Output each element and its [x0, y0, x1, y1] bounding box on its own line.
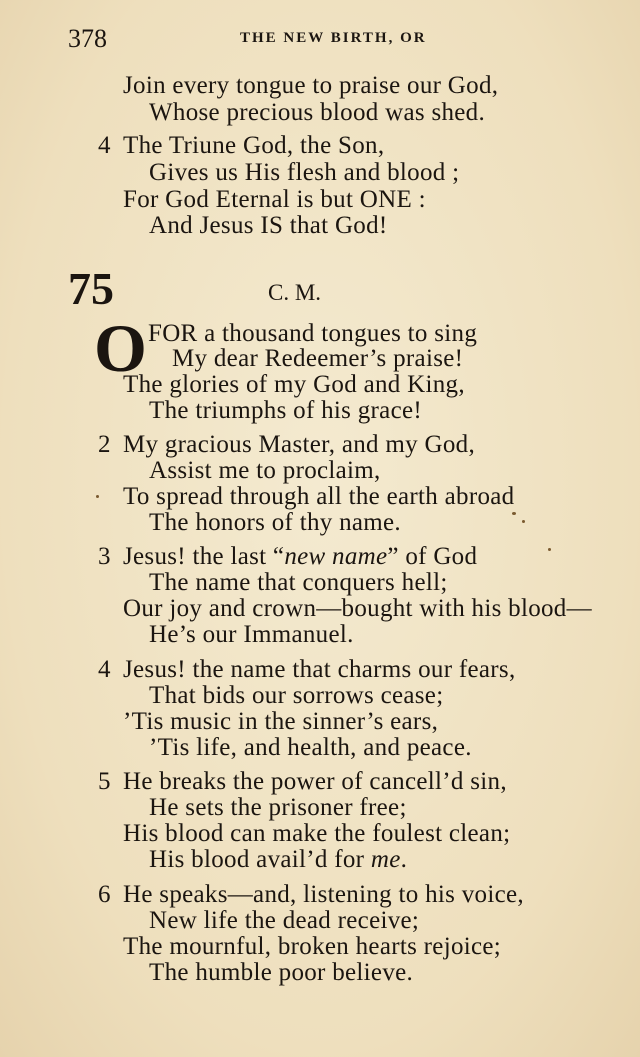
verse5-italic-end: me	[370, 846, 401, 873]
verse6-line-1: He speaks—and, listening to his voice,	[123, 881, 524, 908]
verse4-line-1: Jesus! the name that charms our fears,	[123, 656, 516, 683]
verse2-line-1: My gracious Master, and my God,	[123, 431, 475, 458]
prev-verse-line-1: The Triune God, the Son,	[123, 132, 385, 159]
verse1-line-4: The triumphs of his grace!	[149, 397, 422, 424]
verse4-line-4: ’Tis life, and health, and peace.	[149, 734, 472, 761]
verse6-line-4: The humble poor believe.	[149, 959, 414, 986]
verse3-line-1	[123, 543, 477, 571]
verse3-line-1-end: ” of God	[387, 543, 478, 570]
verse2-line-3: To spread through all the earth abroad	[123, 483, 515, 510]
verse5-line-4-start: His blood avail’d for	[149, 846, 371, 873]
prev-verse-number: 4	[98, 132, 111, 159]
verse4-line-3: ’Tis music in the sinner’s ears,	[123, 708, 439, 735]
verse2-line-2: Assist me to proclaim,	[149, 457, 381, 484]
prev-line-1: Join every tongue to praise our God,	[123, 72, 499, 99]
verse4-number: 4	[98, 656, 111, 683]
verse5-line-1: He breaks the power of cancell’d sin,	[123, 768, 507, 795]
verse3-line-1-start: Jesus! the last “	[123, 543, 285, 570]
verse5-line-3: His blood can make the foulest clean;	[123, 820, 511, 847]
verse2-number: 2	[98, 431, 111, 458]
verse3-line-3: Our joy and crown—bought with his blood—	[123, 595, 592, 622]
verse6-line-3: The mournful, broken hearts rejoice;	[123, 933, 502, 960]
verse3-italic-phrase: new name	[284, 543, 388, 570]
prev-verse-line-2: Gives us His flesh and blood ;	[149, 159, 460, 186]
verse3-line-2: The name that conquers hell;	[149, 569, 448, 596]
prev-verse-line-3: For God Eternal is but ONE :	[123, 186, 426, 213]
verse1-line-2: My dear Redeemer’s praise!	[172, 345, 464, 372]
verse5-end-punct: .	[400, 846, 408, 873]
verse5-line-4	[149, 846, 407, 874]
verse5-line-2: He sets the prisoner free;	[149, 794, 407, 821]
paper-speck	[512, 512, 516, 515]
paper-speck	[522, 520, 525, 523]
verse5-number: 5	[98, 768, 111, 795]
verse6-line-2: New life the dead receive;	[149, 907, 420, 934]
verse1-line-1: FOR a thousand tongues to sing	[148, 320, 478, 347]
hymn-meter: C. M.	[268, 280, 322, 305]
prev-line-2: Whose precious blood was shed.	[149, 99, 486, 126]
verse4-line-2: That bids our sorrows cease;	[149, 682, 444, 709]
prev-verse-line-4: And Jesus IS that God!	[149, 212, 388, 239]
paper-speck	[96, 495, 99, 498]
verse3-number: 3	[98, 543, 111, 570]
verse1-line-3: The glories of my God and King,	[123, 371, 465, 398]
verse3-line-4: He’s our Immanuel.	[149, 621, 354, 648]
verse6-number: 6	[98, 881, 111, 908]
drop-cap: O	[94, 310, 147, 386]
running-title: THE NEW BIRTH, OR	[240, 30, 427, 46]
verse2-line-4: The honors of thy name.	[149, 509, 401, 536]
paper-speck	[548, 548, 551, 551]
hymn-number: 75	[68, 263, 114, 314]
page-number: 378	[68, 24, 107, 53]
